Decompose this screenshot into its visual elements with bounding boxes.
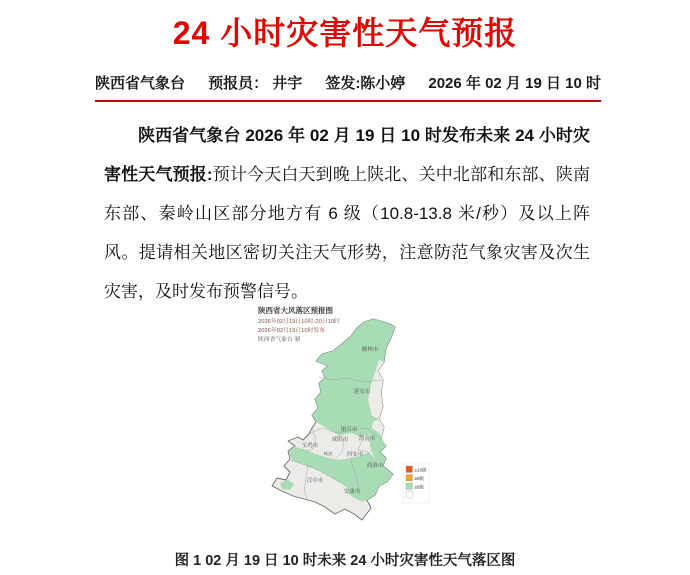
legend-label-ge8: ≥8级 — [414, 476, 424, 481]
map-legend — [403, 463, 429, 503]
legend-label-ge10: ≥10级 — [414, 467, 427, 473]
issuer-name: 签发:陈小婷 — [325, 75, 406, 92]
map-title: 陕西省大风落区预报图 — [258, 306, 333, 315]
issue-header-row — [95, 72, 601, 102]
city-label-weinan: 渭南市 — [358, 436, 376, 442]
forecaster-name: 预报员： 井宇 — [208, 75, 303, 92]
legend-swatch-none — [406, 492, 413, 499]
issue-datetime: 2026 年 02 月 19 日 10 时 — [428, 75, 601, 92]
city-label-yangling: 杨凌 — [323, 451, 333, 456]
map-valid-period: 2026年02月19日10时-20日10时 — [258, 319, 340, 325]
forecast-content: 预计今天白天到晚上陕北、关中北部和东部、陕南东部、秦岭山区部分地方有 6 级（10.8-13.8 米/秒）及以上阵风。提请相关地区密切关注天气形势，注意防范气象灾害及次生灾害，及时发布预警信号。 — [104, 165, 590, 301]
legend-swatch-ge10 — [406, 466, 413, 473]
agency-name: 陕西省气象台 — [95, 75, 186, 92]
document-title: 24 小时灾害性天气预报 — [172, 15, 518, 51]
city-label-baoji: 宝鸡市 — [301, 443, 319, 449]
map-issued-time: 2026年02月19日10时发布 — [258, 328, 326, 334]
figure-caption: 图 1 02 月 19 日 10 时未来 24 小时灾害性天气落区图 — [174, 553, 516, 569]
legend-label-ge6: ≥6级 — [414, 484, 424, 490]
forecast-lead: 陕西省气象台 2026 年 02 月 19 日 10 时发布未来 24 小时灾害性天气预报: — [104, 126, 590, 184]
legend-swatch-ge6 — [406, 483, 413, 490]
wind-forecast-map — [232, 300, 465, 550]
city-label-xianyang: 咸阳市 — [331, 437, 349, 443]
city-label-ankang: 安康市 — [343, 489, 361, 495]
city-label-yulin: 榆林市 — [361, 347, 379, 353]
legend-swatch-ge8 — [406, 475, 413, 482]
forecast-paragraph — [104, 116, 590, 311]
map-producer: 陕西省气象台 制 — [258, 337, 301, 343]
city-label-xian: 西安市 — [346, 452, 364, 458]
city-label-hanzhong: 汉中市 — [306, 478, 324, 484]
city-label-yanan: 延安市 — [353, 389, 371, 395]
shaanxi-map-svg — [232, 300, 465, 550]
city-label-tongchuan: 铜川市 — [340, 427, 358, 433]
city-label-shangluo: 商洛市 — [366, 463, 384, 469]
